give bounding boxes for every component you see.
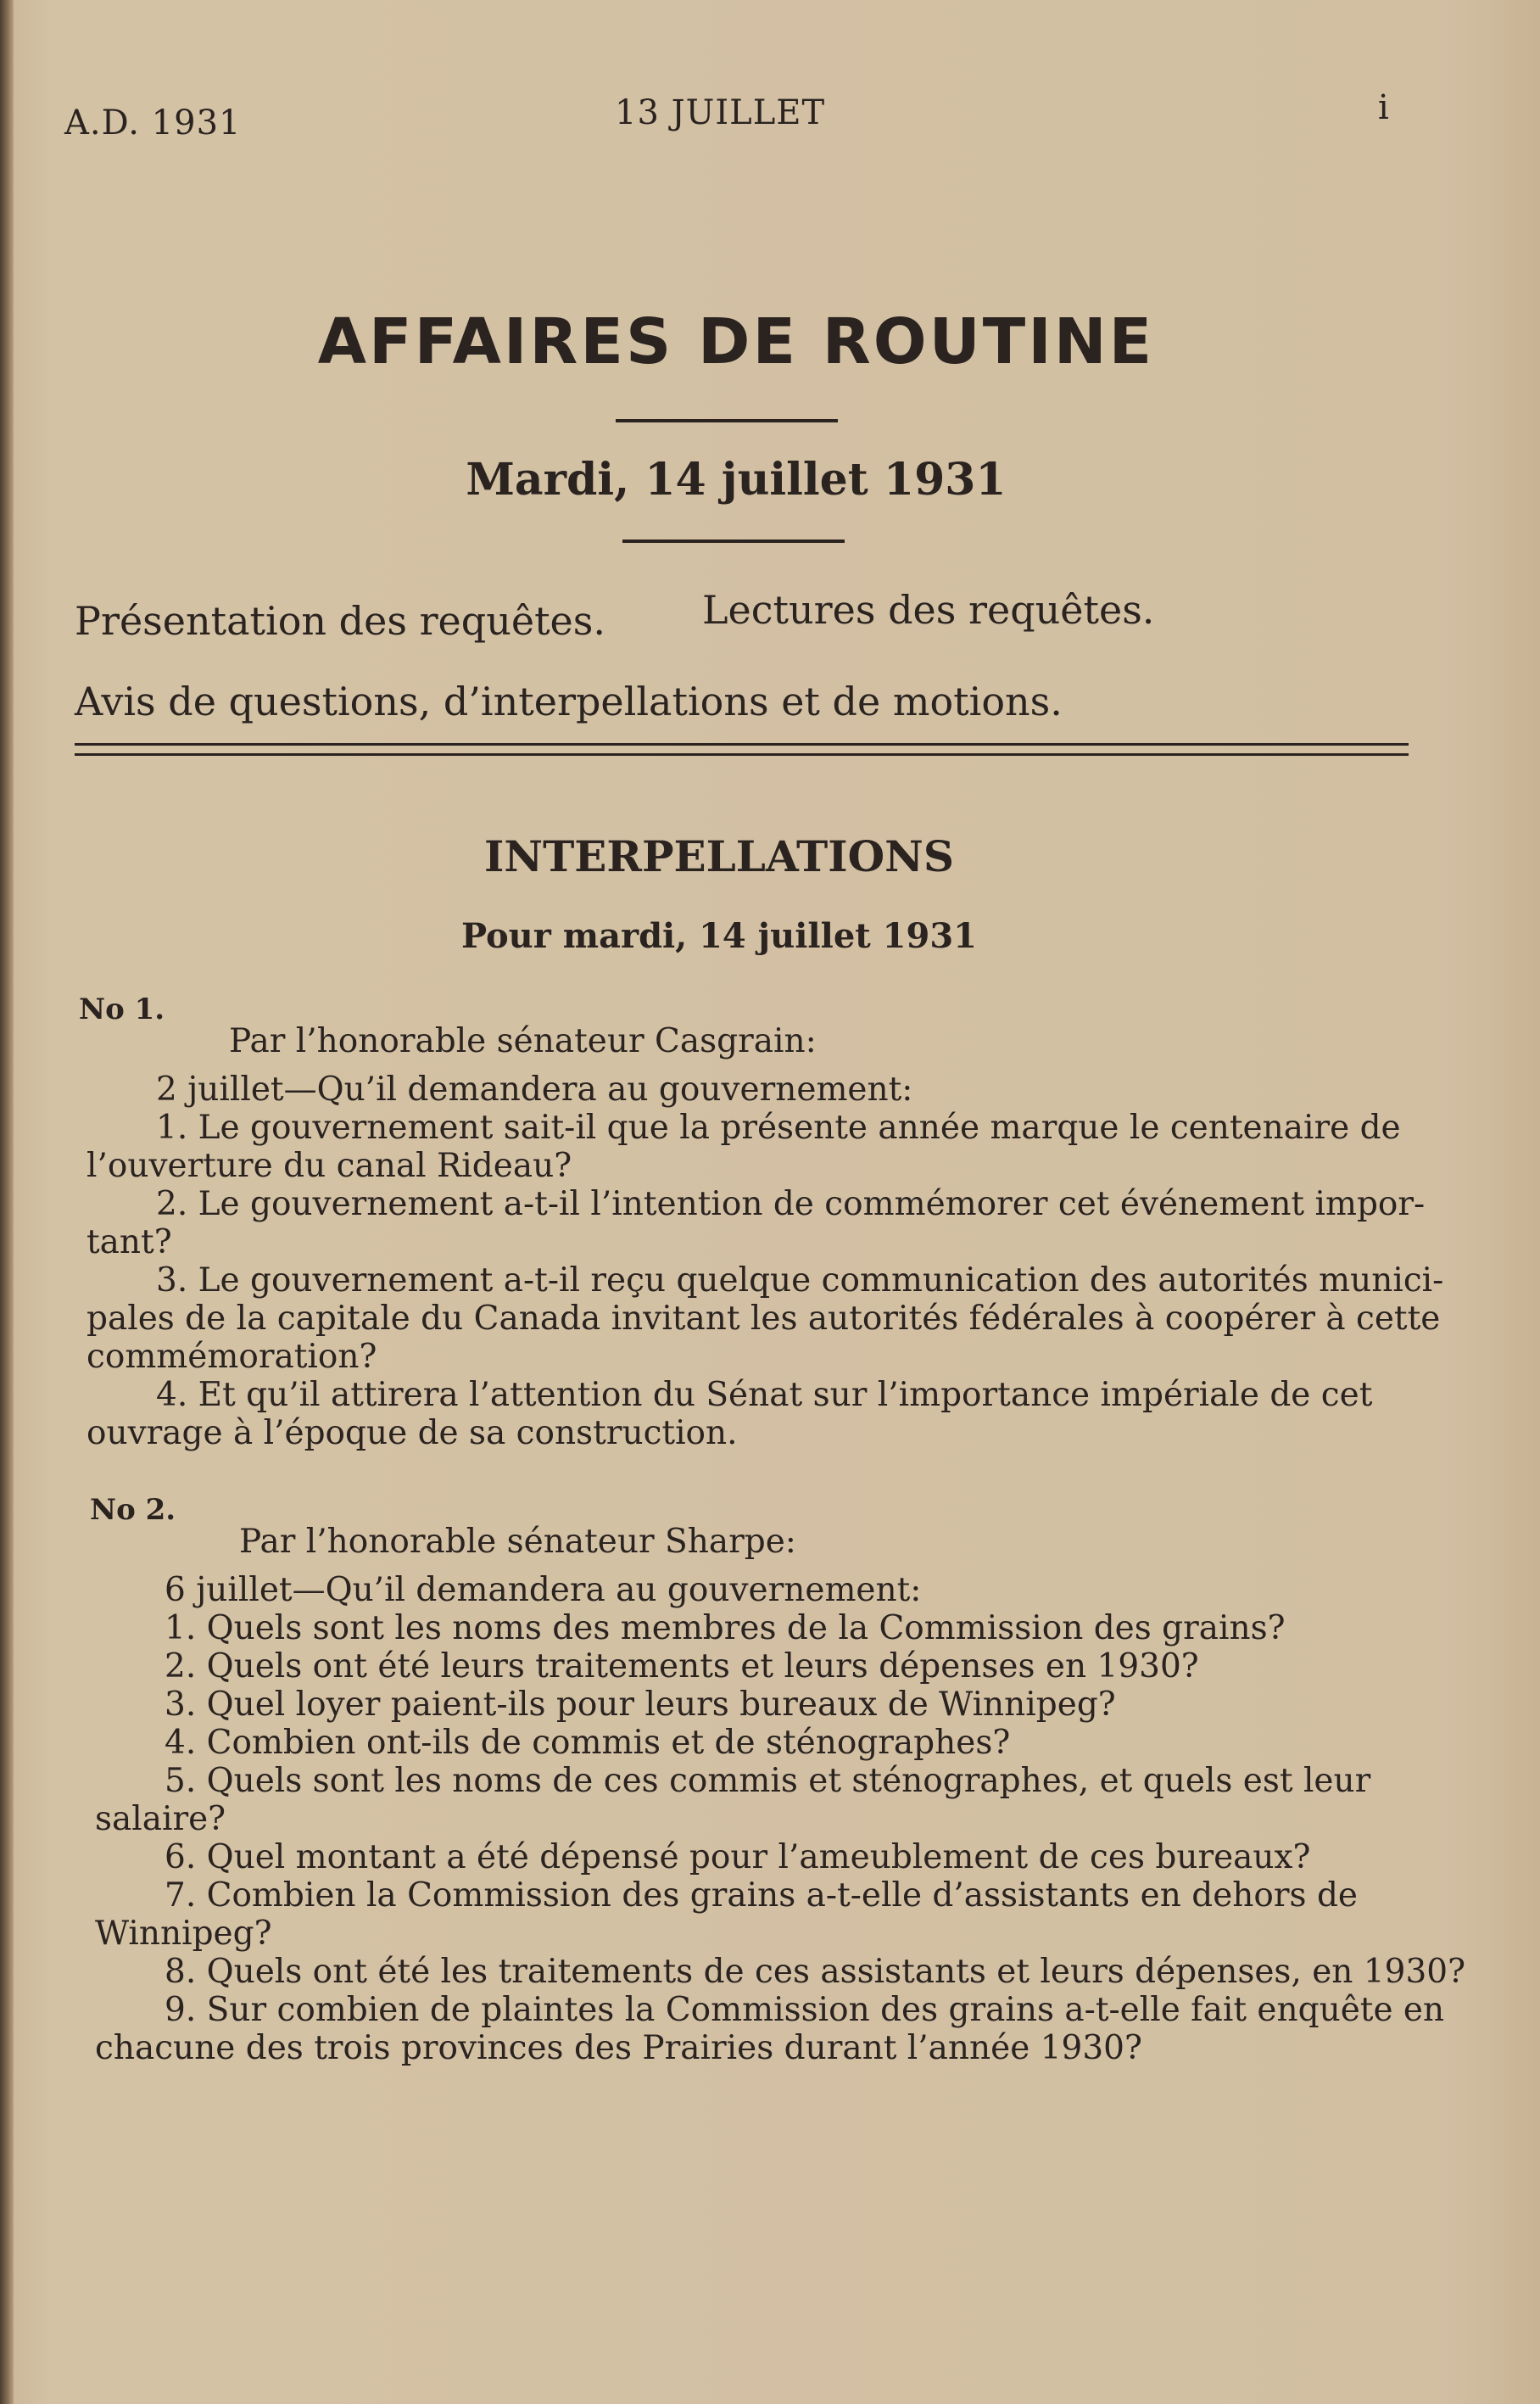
double-rule-bottom <box>75 753 1409 756</box>
meeting-date: Mardi, 14 juillet 1931 <box>466 454 1007 506</box>
question-author: Par l’honorable sénateur Casgrain: <box>229 1022 817 1060</box>
header-date: 13 JUILLET <box>615 93 826 132</box>
question-line: 6. Quel montant a été dépensé pour l’ameublement de ces bureaux? <box>165 1838 1311 1876</box>
question-line: 2. Le gouvernement a-t-il l’intention de commémorer cet événement impor- <box>156 1185 1426 1223</box>
date-divider <box>622 540 845 543</box>
question-line: 6 juillet—Qu’il demandera au gouvernement: <box>165 1571 922 1609</box>
question-line: chacune des trois provinces des Prairies durant l’année 1930? <box>95 2029 1142 2067</box>
question-line: 2. Quels ont été leurs traitements et leurs dépenses en 1930? <box>165 1647 1199 1686</box>
question-line: tant? <box>86 1223 172 1261</box>
question-line: commémoration? <box>86 1338 377 1376</box>
question-line: 4. Combien ont-ils de commis et de sténographes? <box>165 1724 1011 1762</box>
question-author: Par l’honorable sénateur Sharpe: <box>239 1523 796 1561</box>
routine-item-avis: Avis de questions, d’interpellations et de motions. <box>75 679 1063 724</box>
question-line: l’ouverture du canal Rideau? <box>86 1147 572 1185</box>
section-title: INTERPELLATIONS <box>483 831 954 881</box>
question-line: 5. Quels sont les noms de ces commis et sténographes, et quels est leur <box>165 1762 1371 1800</box>
routine-item-lectures: Lectures des requêtes. <box>702 587 1155 633</box>
question-line: 1. Le gouvernement sait-il que la présente année marque le centenaire de <box>156 1109 1401 1147</box>
question-number: No 1. <box>79 992 165 1026</box>
header-year: A.D. 1931 <box>64 103 242 143</box>
question-line: ouvrage à l’époque de sa construction. <box>86 1414 738 1452</box>
double-rule-top <box>75 743 1409 746</box>
title-divider <box>616 419 838 422</box>
question-line: pales de la capitale du Canada invitant les autorités fédérales à coopérer à cette <box>86 1300 1441 1338</box>
routine-item-presentation: Présentation des requêtes. <box>75 598 606 644</box>
question-line: Winnipeg? <box>95 1915 272 1953</box>
question-line: 1. Quels sont les noms des membres de la Commission des grains? <box>165 1609 1286 1647</box>
question-number: No 2. <box>90 1493 176 1527</box>
question-line: salaire? <box>95 1800 226 1838</box>
question-line: 2 juillet—Qu’il demandera au gouvernement: <box>156 1071 913 1109</box>
page-number: i <box>1378 88 1390 127</box>
question-line: 8. Quels ont été les traitements de ces assistants et leurs dépenses, en 1930? <box>165 1953 1465 1991</box>
page-title: AFFAIRES DE ROUTINE <box>317 305 1155 378</box>
question-line: 3. Quel loyer paient-ils pour leurs bureaux de Winnipeg? <box>165 1686 1116 1724</box>
question-line: 9. Sur combien de plaintes la Commission des grains a-t-elle fait enquête en <box>165 1991 1445 2029</box>
question-line: 4. Et qu’il attirera l’attention du Sénat sur l’importance impériale de cet <box>156 1376 1373 1414</box>
question-line: 3. Le gouvernement a-t-il reçu quelque communication des autorités munici- <box>156 1261 1444 1300</box>
section-subtitle: Pour mardi, 14 juillet 1931 <box>460 916 977 956</box>
question-line: 7. Combien la Commission des grains a-t-elle d’assistants en dehors de <box>165 1876 1359 1915</box>
